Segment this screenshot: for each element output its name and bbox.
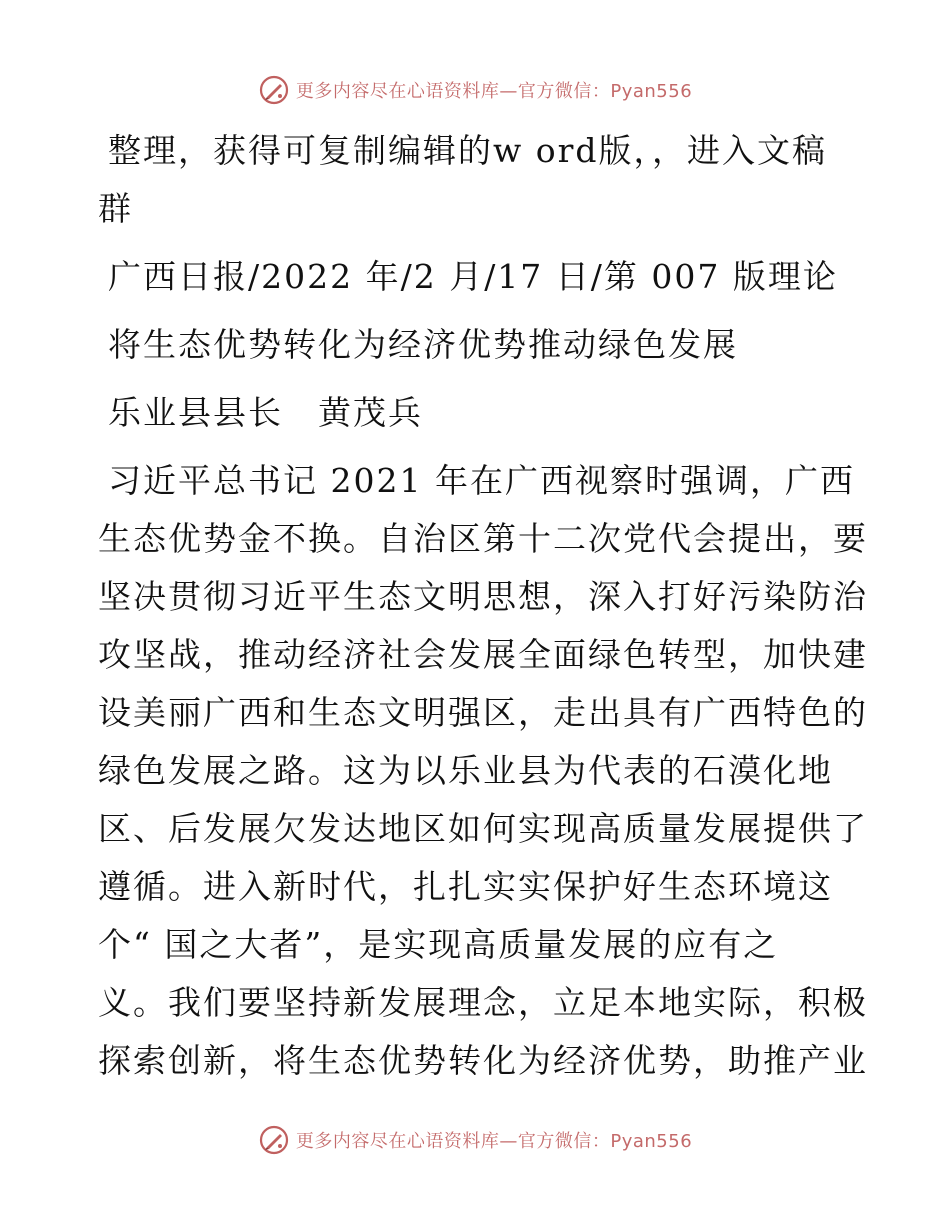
watermark-text: 更多内容尽在心语资料库—官方微信：Pyan556 — [295, 1131, 693, 1152]
intro-line-1: 整理，获得可复制编辑的w ord版，，进入文稿 — [108, 131, 828, 170]
quill-logo-icon — [258, 74, 290, 106]
paragraph-line-11: 探索创新，将生态优势转化为经济优势，助推产业 — [98, 1041, 868, 1080]
watermark-group — [258, 74, 692, 106]
intro-line-2: 群 — [98, 189, 133, 228]
article-title: 将生态优势转化为经济优势推动绿色发展 — [108, 325, 738, 364]
paragraph-line-7: 区、后发展欠发达地区如何实现高质量发展提供了 — [98, 809, 868, 848]
footer-watermark — [0, 1120, 950, 1160]
source-line: 广西日报/2022 年/2 月/17 日/第 007 版理论 — [108, 257, 838, 296]
paragraph-line-2: 生态优势金不换。自治区第十二次党代会提出，要 — [98, 519, 868, 558]
paragraph-line-8: 遵循。进入新时代，扎扎实实保护好生态环境这 — [98, 867, 833, 906]
paragraph-line-1: 习近平总书记 2021 年在广西视察时强调，广西 — [108, 461, 855, 500]
paragraph-line-3: 坚决贯彻习近平生态文明思想，深入打好污染防治 — [98, 577, 868, 616]
paragraph-line-9: 个“ 国之大者”，是实现高质量发展的应有之 — [98, 925, 779, 964]
paragraph-line-6: 绿色发展之路。这为以乐业县为代表的石漠化地 — [98, 751, 833, 790]
watermark-group — [258, 1124, 692, 1156]
article-author: 乐业县县长 黄茂兵 — [108, 393, 423, 432]
document-body — [98, 122, 868, 1090]
header-watermark — [0, 70, 950, 110]
paragraph-line-4: 攻坚战，推动经济社会发展全面绿色转型，加快建 — [98, 635, 868, 674]
paragraph-line-5: 设美丽广西和生态文明强区，走出具有广西特色的 — [98, 693, 868, 732]
paragraph-line-10: 义。我们要坚持新发展理念，立足本地实际，积极 — [98, 983, 868, 1022]
quill-logo-icon — [258, 1124, 290, 1156]
watermark-text: 更多内容尽在心语资料库—官方微信：Pyan556 — [295, 81, 693, 102]
